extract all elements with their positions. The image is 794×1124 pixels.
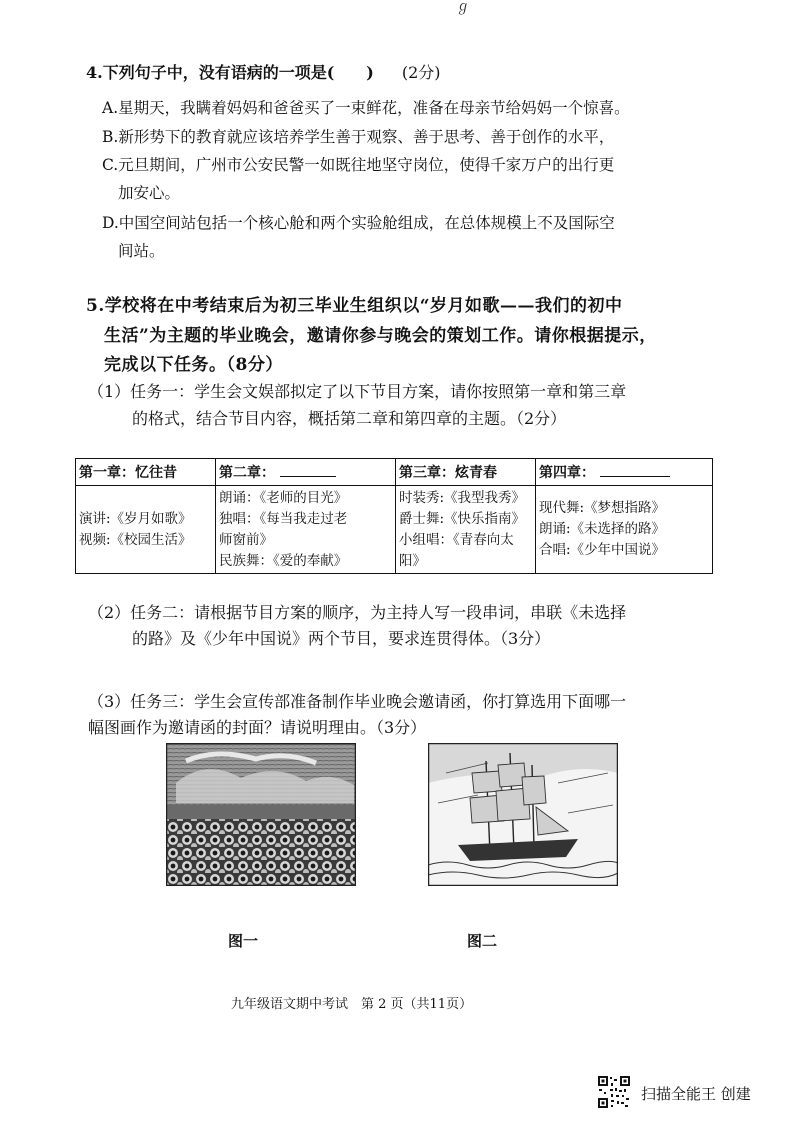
question-4-text: 4.下列句子中，没有语病的一项是( ) <box>86 63 374 82</box>
chapter-2-header <box>216 459 396 486</box>
qr-code-icon <box>597 1075 631 1109</box>
program-item: 阳》 <box>399 552 426 569</box>
program-item: 小组唱：《青春向太 <box>399 531 514 548</box>
program-item: 演讲:《岁月如歌》 <box>79 510 192 527</box>
question-4-option-d-cont: 间站。 <box>118 242 165 260</box>
chapter-3-header: 第三章：炫青春 <box>396 459 536 486</box>
program-item: 朗诵:《未选择的路》 <box>539 521 666 537</box>
question-4-option-c-cont: 加安心。 <box>118 184 181 202</box>
figure-1-caption: 图一 <box>228 932 259 950</box>
figure-2-caption: 图二 <box>467 932 498 950</box>
chapter-2-programs <box>216 486 396 574</box>
task-1-line-2: 的格式，结合节目内容，概括第二章和第四章的主题。（2分） <box>132 409 567 428</box>
program-item: 时装秀:《我型我秀》 <box>399 489 526 506</box>
chapter-4-blank <box>600 464 670 477</box>
program-item: 师窗前》 <box>219 531 273 548</box>
task-3-line-2: 幅图画作为邀请函的封面？请说明理由。（3分） <box>88 718 427 737</box>
program-item: 朗诵：《老师的目光》 <box>219 489 348 506</box>
chapter-2-label: 第二章： <box>219 465 275 481</box>
task-2-line-2: 的路》及《少年中国说》两个节目，要求连贯得体。（3分） <box>132 629 551 648</box>
program-item: 民族舞：《爱的奉献》 <box>219 552 348 569</box>
question-5-line-1: 5.学校将在中考结束后为初三毕业生组织以“岁月如歌——我们的初中 <box>86 296 623 316</box>
chapter-1-programs <box>76 486 216 574</box>
sunflower-field-image <box>166 743 356 886</box>
program-item: 合唱:《少年中国说》 <box>539 542 666 558</box>
question-4-option-c: C.元旦期间，广州市公安民警一如既往地坚守岗位，使得千家万户的出行更 <box>102 156 615 174</box>
question-4-option-d: D.中国空间站包括一个核心舱和两个实验舱组成，在总体规模上不及国际空 <box>102 214 615 232</box>
task-3-line-1: （3）任务三：学生会宣传部准备制作毕业晚会邀请函，你打算选用下面哪一 <box>88 692 627 711</box>
question-4-title <box>86 60 441 83</box>
chapter-3-programs <box>396 486 536 574</box>
program-item: 爵士舞:《快乐指南》 <box>399 510 526 527</box>
chapter-4-header <box>536 459 713 486</box>
page-footer: 九年级语文期中考试 第 2 页（共11页） <box>231 997 473 1012</box>
question-4-option-a: A.星期天，我瞒着妈妈和爸爸买了一束鲜花，准备在母亲节给妈妈一个惊喜。 <box>102 99 630 117</box>
sailing-ship-image <box>428 743 618 886</box>
chapter-1-header: 第一章：忆往昔 <box>76 459 216 486</box>
scanner-watermark-text: 扫描全能王 创建 <box>641 1085 751 1103</box>
program-item: 视频:《校园生活》 <box>79 531 192 548</box>
question-4-score: (2分) <box>401 63 441 82</box>
chapter-2-blank <box>280 464 336 477</box>
question-5-line-3: 完成以下任务。（8分） <box>104 355 283 375</box>
program-item: 现代舞:《梦想指路》 <box>539 500 666 516</box>
task-2-line-1: （2）任务二：请根据节目方案的顺序，为主持人写一段串词，串联《未选择 <box>88 603 627 622</box>
chapter-4-programs <box>536 486 713 574</box>
question-5-line-2: 生活”为主题的毕业晚会，邀请你参与晚会的策划工作。请你根据提示， <box>104 326 657 346</box>
chapter-4-label: 第四章： <box>539 465 595 481</box>
program-item: 独唱：《每当我走过老 <box>219 510 348 527</box>
program-table <box>75 458 713 574</box>
question-4-option-b: B.新形势下的教育就应该培养学生善于观察、善于思考、善于创作的水平， <box>102 128 615 146</box>
task-1-line-1: （1）任务一：学生会文娱部拟定了以下节目方案，请你按照第一章和第三章 <box>88 382 627 401</box>
corner-mark: ℊ <box>456 0 470 15</box>
